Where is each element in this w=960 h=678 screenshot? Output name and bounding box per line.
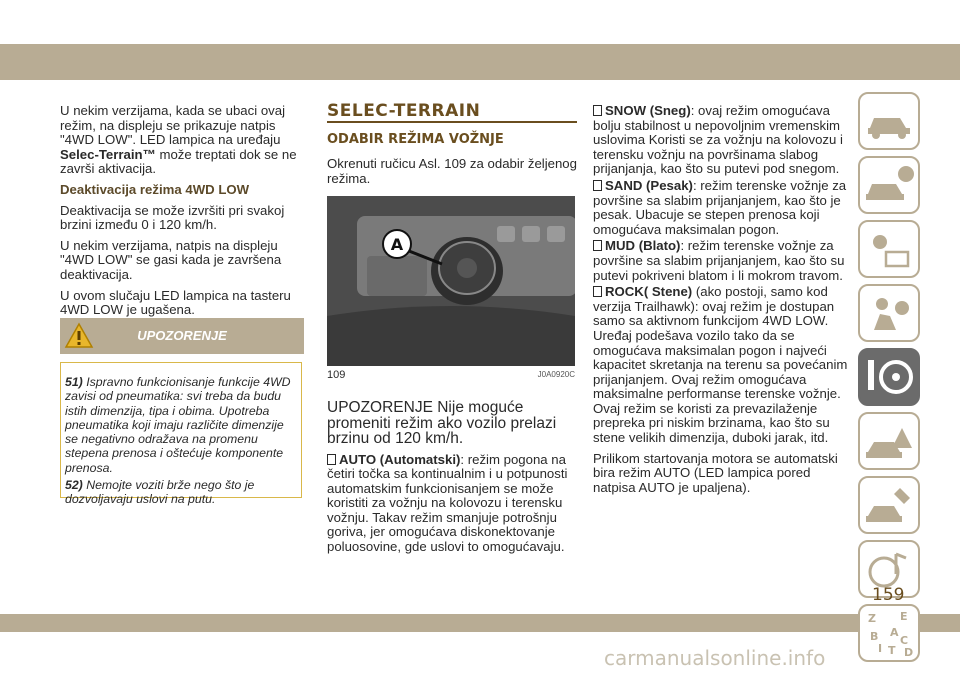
figure-photo [327,196,575,366]
car-service-icon[interactable] [858,476,920,534]
paragraph-startup: Prilikom startovanja motora se automatski bira režim AUTO (LED lampica pored natpisa AUTO je upaljena). [593,450,838,495]
warning-title: UPOZORENJE [137,328,227,343]
svg-text:B: B [870,630,879,643]
intro-paragraph: Okrenuti ručicu Asl. 109 za odabir željenog režima. [327,156,577,186]
right-column [593,104,849,501]
checkbox-bullet-icon [593,240,602,251]
checkbox-bullet-icon [593,286,602,297]
svg-text:C: C [900,634,909,647]
key-steering-icon[interactable] [858,348,920,406]
middle-column-lower [327,400,577,561]
section-subheading: Deaktivacija režima 4WD LOW [60,181,250,197]
watermark: carmanualsonline.info [604,646,826,670]
top-header-band [0,0,960,80]
section-subtitle: ODABIR REŽIMA VOŽNJE [327,131,504,147]
svg-text:T: T [888,644,896,657]
mode-auto: AUTO (Automatski): režim pogona na četiri točka sa kontinualnim i u potpunosti automatskim funkcionisanjem se može koristiti za vožnju na kolovozu i terensku vožnju. Takav režim smanjuje potrošnju goriva, jer omogućava diskonektovanje poluosovine, gde uslovi to omogućavaju. [327,451,568,555]
mode-snow: SNOW (Sneg): ovaj režim omogućava bolju stabilnost u nepovoljnim vremenskim uslovima Koristi se za vožnju na kolovozu i terensku vožnju na površinama slabog prijanjanja, kao što su putevi pod snegom. [593,103,843,177]
page-number: 159 [872,585,905,605]
svg-text:Z: Z [868,612,876,625]
paragraph-3: U nekim verzijama, natpis na displeju "4WD LOW" se gasi kada je završena deaktivacija. [60,237,282,282]
svg-text:A: A [890,626,899,639]
left-column [60,104,304,324]
svg-text:D: D [904,646,914,659]
bottom-footer-band [0,614,960,632]
mode-mud: MUD (Blato): režim terenske vožnje za površine sa slabim prijanjanjem, kao što su putevi pokriveni blatom i li mokrom travom. [593,238,845,283]
breakdown-icon[interactable] [858,412,920,470]
paragraph-4: U ovom slučaju LED lampica na tasteru 4WD LOW je ugašena. [60,287,291,318]
dashboard-lights-icon[interactable] [858,220,920,278]
checkbox-bullet-icon [593,180,602,191]
checkbox-bullet-icon [593,105,602,116]
car-alert-icon[interactable] [858,156,920,214]
svg-text:E: E [900,610,908,623]
warning-item-51: 51) Ispravno funkcionisanje funkcije 4WD zavisi od pneumatika: svi treba da budu istih dimenzija, tipa i obima. Upotreba pneumatika koji imaju različite dimenzije se negativno odražava na promenu stepena prenosa i oštećuje komponente prenosa. [65,375,291,475]
figure-callout-a: A [390,235,404,254]
checkbox-bullet-icon [327,454,336,465]
middle-column [327,101,577,192]
mode-sand: SAND (Pesak): režim terenske vožnje za površine sa slabim prijanjanjem, kao što je pesak. Ubacuje se stepen prenosa koji omogućava maksimalan pogon. [593,177,847,237]
car-info-icon[interactable] [858,92,920,150]
airbag-safety-icon[interactable] [858,284,920,342]
figure-code: J0A0920C [537,370,575,379]
selec-terrain-term: Selec-Terrain™ [60,146,156,162]
speed-limit-note: UPOZORENJE Nije moguće promeniti režim ako vozilo prelazi brzinu od 120 km/h. [327,399,557,447]
warning-header [60,318,304,354]
warning-box [60,362,302,507]
warning-item-52: 52) Nemojte voziti brže nego što je dozvoljavaju uslovi na putu. [65,478,255,507]
figure-number: 109 [327,369,346,381]
section-title: SELEC-TERRAIN [327,101,481,121]
paragraph-2: Deaktivacija se može izvršiti pri svakoj brzini između 0 i 120 km/h. [60,202,285,233]
paragraph-1: U nekim verzijama, kada se ubaci ovaj režim, na displeju se prikazuje natpis "4WD LOW". LED lampica na uređaju Selec-Terrain™ može treptati dok se ne završi aktivacija. [60,103,297,177]
selector-knob-illustration [327,196,575,366]
svg-text:I: I [878,642,883,655]
index-icon[interactable] [858,604,920,662]
mode-rock: ROCK( Stene) (ako postoji, samo kod verzija Trailhawk): ovaj režim je dostupan samo sa aktivnom funkcijom 4WD LOW. Uređaj podešava vozilo tako da se omogućava maksimalan pogon i najveći kapacitet skretanja na terenu sa povećanim prijanjanjem. Ovaj režim omogućava maksimalne performanse terenske vožnje. Ovaj režim se koristi za prevazilaženje prepreka pri niskim brzinama, kao što su stene velikih dimenzija, duboki jarak, itd. [593,284,848,446]
